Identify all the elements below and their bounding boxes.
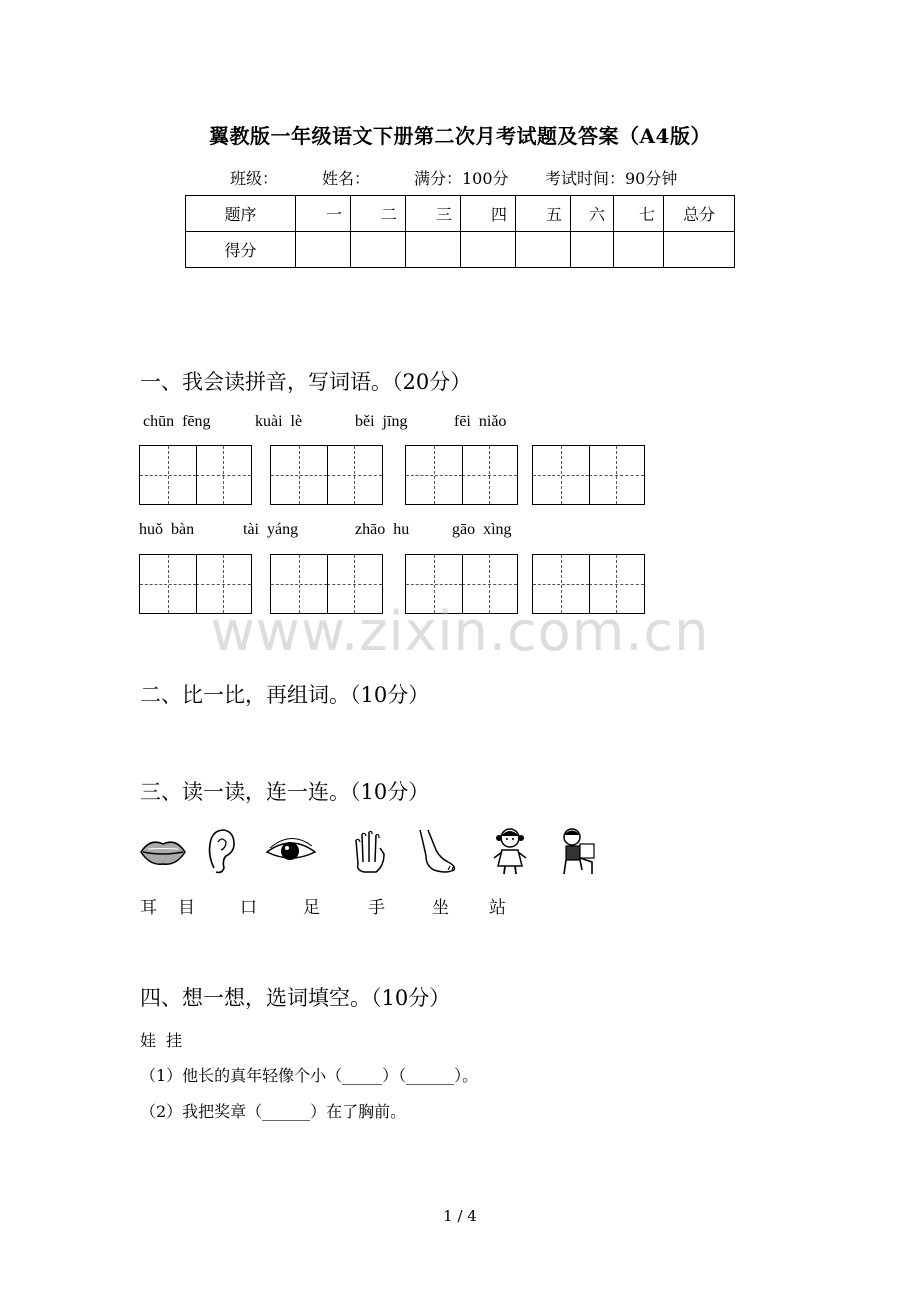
score-input-cell[interactable]: [664, 232, 735, 268]
score-input-cell[interactable]: [351, 232, 406, 268]
word-char: 足: [303, 898, 320, 918]
table-cell: 三: [406, 196, 461, 232]
word-char: 目: [178, 898, 195, 918]
score-input-cell[interactable]: [516, 232, 571, 268]
score-input-cell[interactable]: [571, 232, 614, 268]
class-label: 班级：: [230, 169, 279, 188]
page-title: 翼教版一年级语文下册第二次月考试题及答案（A4版）: [209, 124, 711, 148]
writing-grid[interactable]: [532, 445, 645, 505]
table-cell: 题序: [186, 196, 296, 232]
eye-icon: [264, 826, 318, 878]
section-4-title: 四、想一想，选词填空。（10分）: [140, 986, 451, 1010]
table-cell: 五: [516, 196, 571, 232]
section-3-title: 三、读一读，连一连。（10分）: [140, 780, 430, 804]
word-char: 站: [489, 898, 506, 918]
pinyin-label: kuài lè: [255, 413, 303, 430]
score-table: [185, 195, 735, 268]
table-cell: 得分: [186, 232, 296, 268]
table-cell: 一: [296, 196, 351, 232]
question-1[interactable]: （1）他长的真年轻像个小（_____）（______）。: [140, 1066, 479, 1085]
word-char: 手: [368, 898, 385, 918]
watermark: www.zixin.com.cn: [210, 600, 710, 663]
mouth-icon: [138, 826, 188, 878]
writing-grid[interactable]: [139, 445, 252, 505]
pinyin-label: gāo xìng: [452, 521, 512, 538]
table-cell: 总分: [664, 196, 735, 232]
score-input-cell[interactable]: [614, 232, 664, 268]
pinyin-label: chūn fēng: [143, 413, 211, 430]
word-options: 娃 挂: [140, 1031, 183, 1050]
score-table-score-row: [186, 232, 735, 268]
table-cell: 七: [614, 196, 664, 232]
word-char: 坐: [432, 898, 449, 918]
foot-icon: [414, 826, 458, 878]
name-label: 姓名：: [322, 169, 371, 188]
full-score: 满分：100分: [414, 169, 509, 188]
pinyin-label: zhāo hu: [355, 521, 410, 538]
pinyin-label: tài yáng: [243, 521, 299, 538]
score-input-cell[interactable]: [296, 232, 351, 268]
section-1-title: 一、我会读拼音，写词语。（20分）: [140, 370, 472, 394]
question-2[interactable]: （2）我把奖章（______）在了胸前。: [140, 1102, 407, 1121]
table-cell: 二: [351, 196, 406, 232]
section-2-title: 二、比一比，再组词。（10分）: [140, 683, 430, 707]
word-char: 口: [240, 898, 257, 918]
hand-icon: [350, 826, 390, 878]
score-input-cell[interactable]: [461, 232, 516, 268]
table-cell: 四: [461, 196, 516, 232]
pinyin-label: huǒ bàn: [139, 521, 195, 538]
pinyin-label: běi jīng: [355, 413, 408, 430]
pinyin-label: fēi niǎo: [454, 413, 507, 430]
girl-standing-icon: [488, 826, 532, 878]
table-cell: 六: [571, 196, 614, 232]
word-char: 耳: [140, 898, 157, 918]
writing-grid[interactable]: [270, 445, 383, 505]
boy-sitting-icon: [556, 826, 600, 878]
exam-time: 考试时间：90分钟: [545, 169, 678, 188]
score-input-cell[interactable]: [406, 232, 461, 268]
ear-icon: [204, 826, 238, 878]
score-table-header-row: [186, 196, 735, 232]
writing-grid[interactable]: [405, 445, 518, 505]
page-number: 1 / 4: [443, 1207, 477, 1225]
